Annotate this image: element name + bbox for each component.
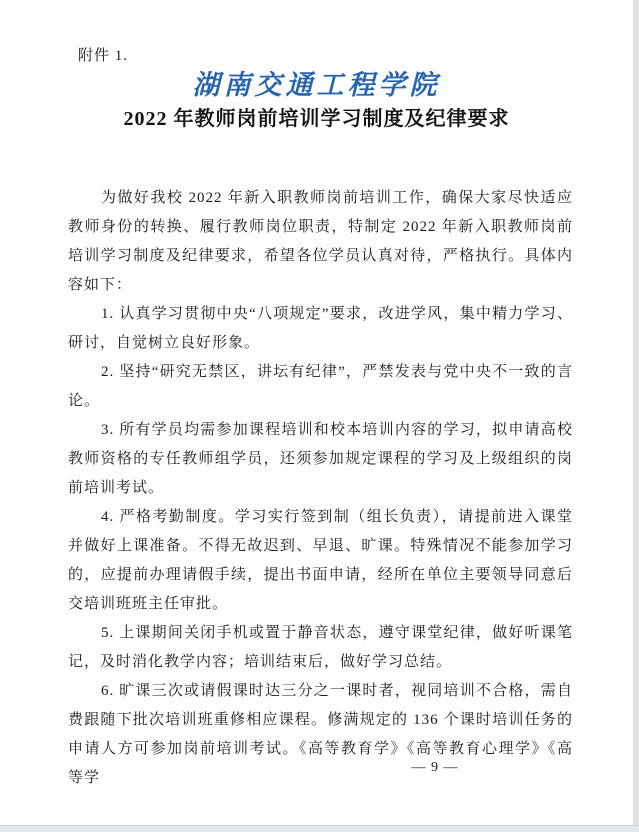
scan-edge-right (633, 0, 639, 832)
paragraph-item-4: 4. 严格考勤制度。学习实行签到制（组长负责），请提前进入课堂并做好上课准备。不得无故迟到、早退、旷课。特殊情况不能参加学习的，应提前办理请假手续，提出书面申请，经所在单位主要领导同意后交培训班班主任审批。 (68, 509, 573, 612)
attachment-label: 附件 1. (78, 48, 129, 64)
paragraph-item-1: 1. 认真学习贯彻中央“八项规定”要求，改进学风，集中精力学习、研讨，自觉树立良好形象。 (68, 306, 573, 351)
paragraph-item-3: 3. 所有学员均需参加课程培训和校本培训内容的学习，拟申请高校教师资格的专任教师组学员，还须参加规定课程的学习及上级组织的岗前培训考试。 (68, 422, 573, 496)
paragraph-intro: 为做好我校 2022 年新入职教师岗前培训工作，确保大家尽快适应教师身份的转换、履行教师岗位职责，特制定 2022 年新入职教师岗前培训学习制度及纪律要求，希望各位学员认真对待，严格执行。具体内容如下： (68, 190, 573, 293)
paragraph-item-6: 6. 旷课三次或请假课时达三分之一课时者，视同培训不合格，需自费跟随下批次培训班重修相应课程。修满规定的 136 个课时培训任务的申请人方可参加岗前培训考试。《高等教育学》《高等教育心理学》《高等学 (68, 683, 573, 786)
page-number: — 9 — (411, 760, 459, 775)
paragraph-item-5: 5. 上课期间关闭手机或置于静音状态，遵守课堂纪律，做好听课笔记，及时消化教学内容；培训结束后，做好学习总结。 (68, 625, 573, 670)
document-body (68, 184, 573, 793)
school-name: 湖南交通工程学院 (192, 70, 441, 100)
scan-edge-bottom (0, 825, 639, 832)
document-title: 2022 年教师岗前培训学习制度及纪律要求 (123, 108, 510, 130)
paragraph-item-2: 2. 坚持“研究无禁区，讲坛有纪律”，严禁发表与党中央不一致的言论。 (68, 364, 573, 409)
